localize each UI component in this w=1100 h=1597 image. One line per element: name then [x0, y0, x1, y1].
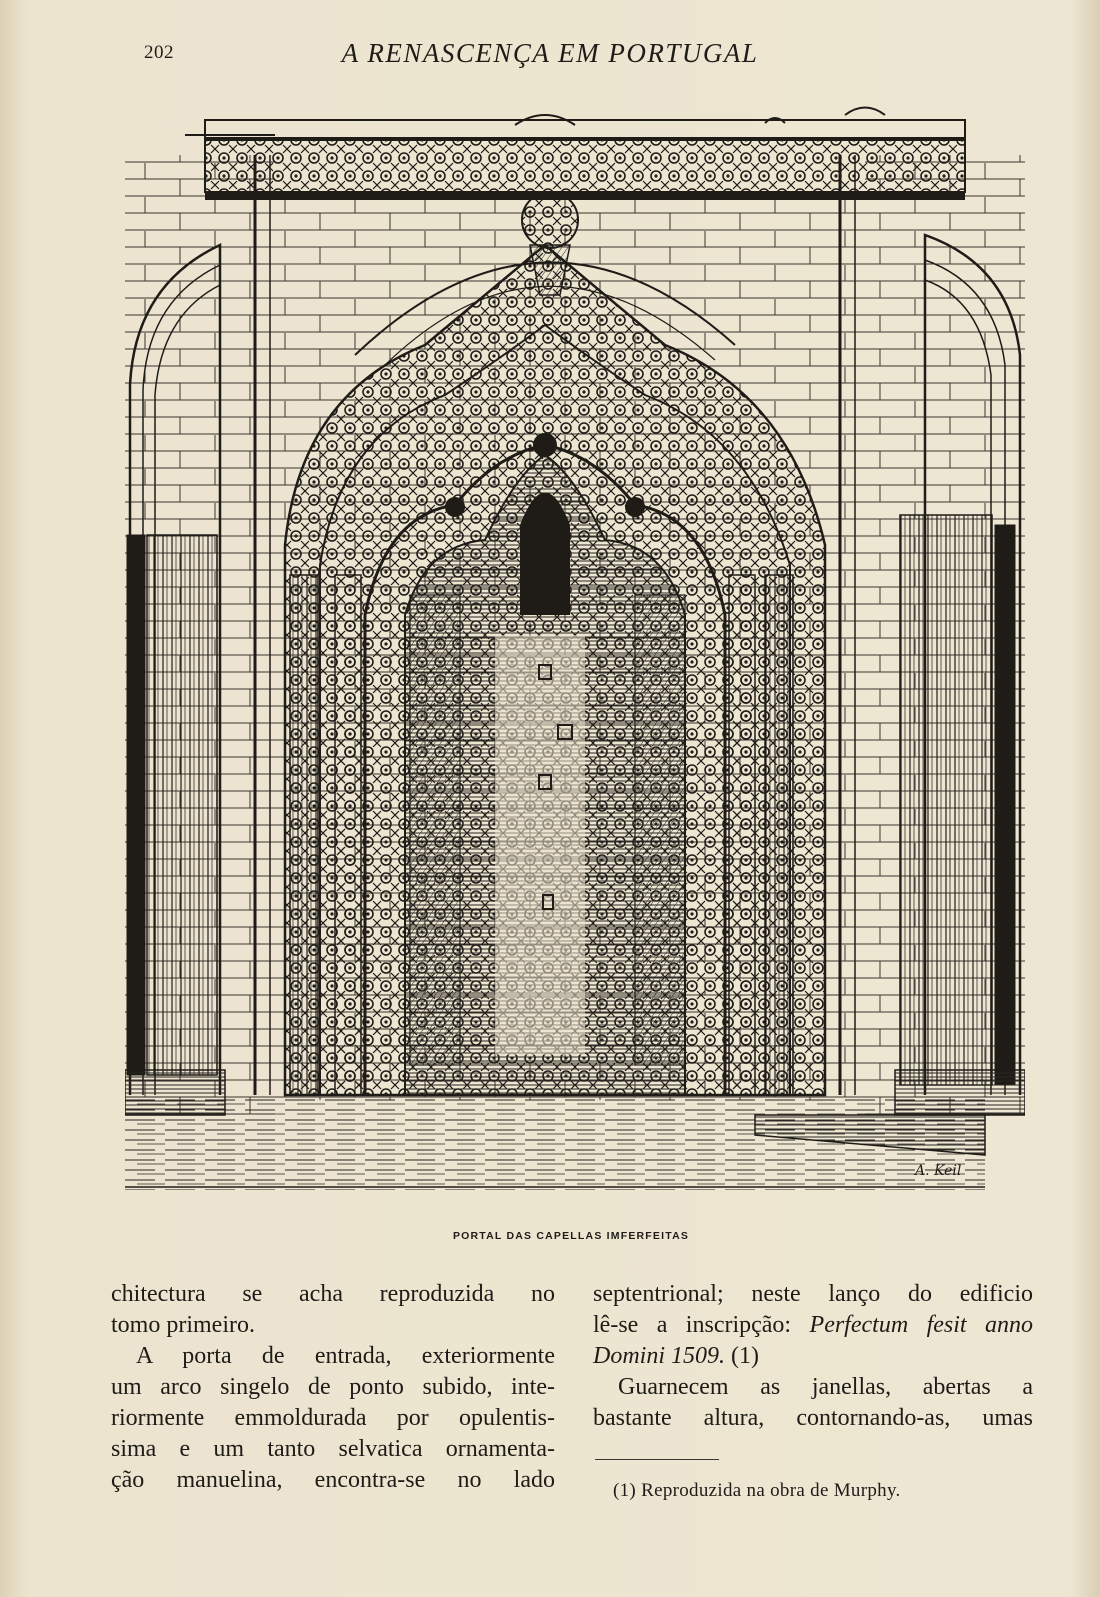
- door-opening: [405, 455, 685, 1095]
- running-title: A RENASCENÇA EM PORTUGAL: [341, 38, 759, 68]
- footnote-marker: (1): [613, 1480, 637, 1501]
- text-line: chitectura se acha reproduzida no: [111, 1281, 555, 1307]
- text-line: [593, 1310, 1033, 1341]
- footnote-reference: (1): [725, 1343, 759, 1369]
- text-line: bastante altura, contornando-as, umas: [593, 1405, 1033, 1431]
- footnote-text: Reproduzida na obra de Murphy.: [641, 1480, 901, 1501]
- left-column: [111, 1279, 555, 1496]
- latin-inscription: Domini 1509.: [593, 1343, 725, 1369]
- engraving-drawing: [125, 95, 1025, 1210]
- latin-inscription: Perfectum fesit anno: [809, 1312, 1034, 1338]
- text-line: Guarnecem as janellas, abertas a: [618, 1374, 1033, 1400]
- figure-caption: PORTAL DAS CAPELLAS IMFERFEITAS: [452, 1230, 690, 1242]
- right-column: [593, 1279, 1033, 1434]
- page-number: 202: [144, 42, 174, 63]
- text-line: septentrional; neste lanço do edificio: [593, 1281, 1033, 1307]
- text-line: [593, 1341, 1033, 1372]
- text-line: um arco singelo de ponto subido, inte-: [111, 1374, 555, 1400]
- text-line: tomo primeiro.: [111, 1312, 255, 1338]
- text-line: riormente emmoldurada por opulentis-: [111, 1405, 555, 1431]
- text-line: A porta de entrada, exteriormente: [136, 1343, 555, 1369]
- text-span: lê-se a inscripção:: [593, 1312, 810, 1338]
- text-line: ção manuelina, encontra-se no lado: [111, 1467, 555, 1493]
- cornice: [185, 108, 965, 201]
- text-line: sima e um tanto selvatica ornamenta-: [111, 1436, 555, 1462]
- artist-signature: A. Keil: [915, 1163, 962, 1179]
- footnote: [613, 1480, 901, 1502]
- portal-illustration: [125, 95, 1025, 1210]
- footnote-rule: [595, 1459, 719, 1460]
